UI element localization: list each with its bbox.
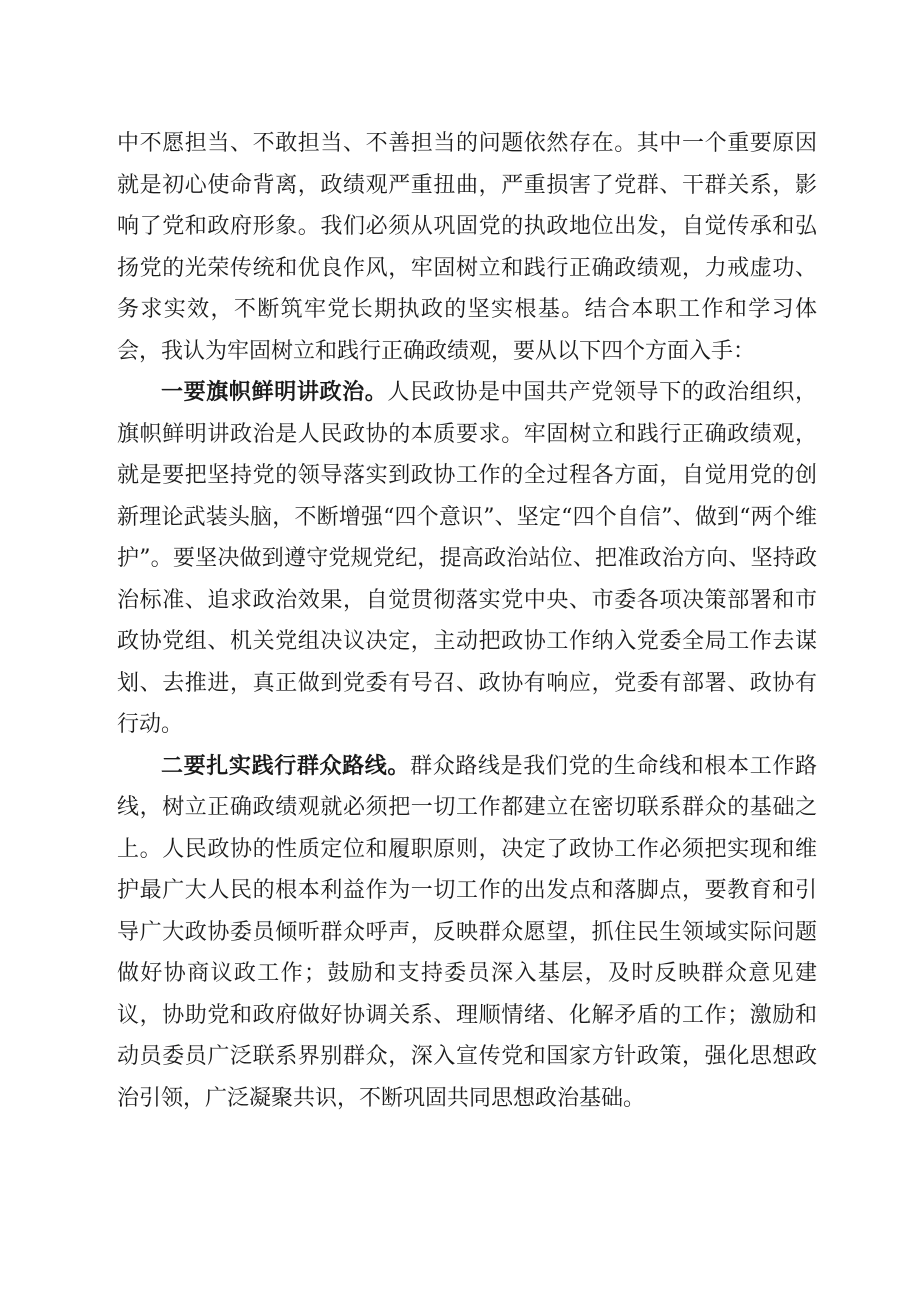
paragraph-intro [117, 123, 817, 372]
paragraph-mass-line-text: 群众路线是我们党的生命线和根本工作路线，树立正确政绩观就必须把一切工作都建立在密切联系群众的基础之上。人民政协的性质定位和履职原则，决定了政协工作必须把实现和维护最广大人民的根本利益作为一切工作的出发点和落脚点，要教育和引导广大政协委员倾听群众呼声，反映群众愿望，抓住民生领域实际问题做好协商议政工作；鼓励和支持委员深入基层，及时反映群众意见建议，协助党和政府做好协调关系、理顺情绪、化解矛盾的工作；激励和动员委员广泛联系界别群众，深入宣传党和国家方针政策，强化思想政治引领，广泛凝聚共识，不断巩固共同思想政治基础。 [117, 753, 817, 1111]
paragraph-intro-text: 中不愿担当、不敢担当、不善担当的问题依然存在。其中一个重要原因就是初心使命背离，政绩观严重扭曲，严重损害了党群、干群关系，影响了党和政府形象。我们必须从巩固党的执政地位出发，自觉传承和弘扬党的光荣传统和优良作风，牢固树立和践行正确政绩观，力戒虚功、务求实效，不断筑牢党长期执政的坚实根基。结合本职工作和学习体会，我认为牢固树立和践行正确政绩观，要从以下四个方面入手： [117, 131, 817, 364]
paragraph-mass-line [117, 746, 817, 1120]
section-heading-mass-line: 二要扎实践行群众路线。 [161, 753, 411, 779]
paragraph-politics-text: 人民政协是中国共产党领导下的政治组织，旗帜鲜明讲政治是人民政协的本质要求。牢固树立和践行正确政绩观，就是要把坚持党的领导落实到政协工作的全过程各方面，自觉用党的创新理论武装头脑，不断增强“四个意识”、坚定“四个自信”、做到“两个维护”。要坚决做到遵守党规党纪，提高政治站位、把准政治方向、坚持政治标准、追求政治效果，自觉贯彻落实党中央、市委各项决策部署和市政协党组、机关党组决议决定，主动把政协工作纳入党委全局工作去谋划、去推进，真正做到党委有号召、政协有响应，党委有部署、政协有行动。 [117, 380, 817, 737]
section-heading-politics: 一要旗帜鲜明讲政治。 [161, 380, 388, 405]
paragraph-politics [117, 372, 817, 746]
document-body [117, 123, 817, 1119]
